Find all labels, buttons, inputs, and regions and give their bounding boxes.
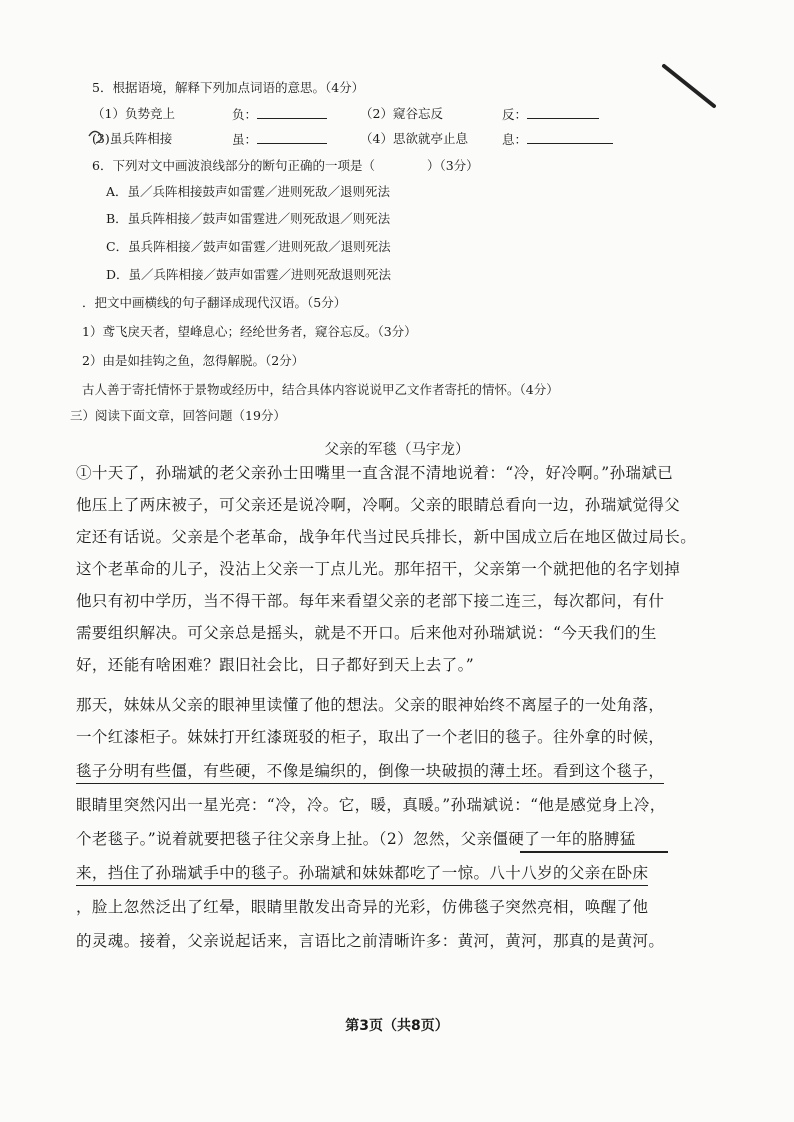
q5-item-1-num: （1）: [92, 106, 125, 121]
q5-item-1-phrase: 负势竞上: [124, 106, 175, 121]
question-7-stem: ．把文中画横线的句子翻译成现代汉语。（5分）: [82, 295, 347, 310]
article-line-4: 这个老革命的儿子，没沾上父亲一丁点儿光。那年招干，父亲第一个就把他的名字划掉: [76, 560, 681, 578]
article-line-10-underlined: 毯子分明有些僵，有些硬，不像是编织的，倒像一块破损的薄土坯。看到这个毯子，: [76, 760, 664, 784]
pen-stroke-mark: [660, 60, 720, 112]
q5-item-4-num: （4）: [360, 131, 393, 146]
question-8-stem: 古人善于寄托情怀于景物或经历中，结合具体内容说说甲乙文作者寄托的情怀。（4分）: [82, 382, 559, 397]
article-line-8: 那天，妹妹从父亲的眼神里读懂了他的想法。父亲的眼神始终不离屋子的一处角落，: [76, 696, 665, 714]
q5-item-4-key: 息：: [502, 132, 528, 147]
q5-item-2-num: （2）: [360, 106, 393, 121]
q5-item-2-blank[interactable]: [527, 106, 599, 119]
q5-item-1: [92, 106, 175, 122]
q5-item-2-phrase: 窥谷忘反: [392, 106, 443, 121]
section-header: 三）阅读下面文章，回答问题（19分）: [70, 408, 286, 423]
q6-option-d: D．虽／兵阵相接／鼓声如雷霆／进则死敌退则死法: [106, 267, 392, 282]
article-line-5: 他只有初中学历，当不得干部。每年来看望父亲的老部下接二连三，每次都问，有什: [76, 592, 665, 610]
question-5-stem: 5．根据语境，解释下列加点词语的意思。（4分）: [92, 80, 365, 95]
q5-item-2-answer: [502, 106, 599, 123]
q6-option-c: C．虽兵阵相接／鼓声如雷霆／进则死敌／退则死法: [106, 239, 391, 254]
q7-sub-1: 1）鸢飞戾天者，望峰息心；经纶世务者，窥谷忘反。（3分）: [82, 324, 417, 339]
q6-option-a: A．虽／兵阵相接鼓声如雷霆／进则死敌／退则死法: [106, 184, 391, 199]
article-line-3: 定还有话说。父亲是个老革命，战争年代当过民兵排长，新中国成立后在地区做过局长。: [76, 528, 697, 546]
q5-item-3-blank[interactable]: [257, 131, 327, 144]
line-12-partial-underline: [520, 851, 668, 853]
article-line-13-underlined: 来，挡住了孙瑞斌手中的毯子。孙瑞斌和妹妹都吃了一惊。八十八岁的父亲在卧床: [76, 862, 648, 886]
question-6-stem-text: 6．下列对文中画波浪线部分的断句正确的一项是（: [92, 158, 375, 173]
q5-item-3-key: 虽：: [232, 132, 258, 147]
article-line-9: 一个红漆柜子。妹妹打开红漆斑驳的柜子，取出了一个老旧的毯子。往外拿的时候，: [76, 728, 665, 746]
article-title: 父亲的军毯（马宇龙）: [324, 442, 470, 458]
article-line-14: ，脸上忽然泛出了红晕，眼睛里散发出奇异的光彩，仿佛毯子突然亮相，唤醒了他: [76, 898, 649, 916]
q5-item-1-blank[interactable]: [257, 106, 327, 119]
q5-item-3-phrase: 虽兵阵相接: [109, 131, 173, 146]
q5-item-4: [360, 131, 468, 147]
q7-sub-2: 2）由是如挂钩之鱼，忽得解脱。（2分）: [82, 353, 305, 368]
question-6-stem: [92, 158, 479, 174]
q5-item-3-num: (3): [92, 131, 110, 146]
q5-item-1-answer: [232, 106, 327, 123]
question-6-stem-tail: ）（3分）: [426, 158, 479, 173]
q5-item-3-answer: [232, 131, 327, 148]
article-line-7: 好，还能有啥困难？跟旧社会比，日子都好到天上去了。”: [76, 656, 475, 674]
q5-item-2-key: 反：: [502, 107, 528, 122]
q5-item-4-phrase: 思欲就亭止息: [392, 131, 468, 146]
article-line-11: 眼睛里突然闪出一星光亮：“冷，冷。它，暖，真暖。”孙瑞斌说：“他是感觉身上冷，: [76, 796, 666, 814]
q5-item-2: [360, 106, 443, 122]
q5-item-1-key: 负：: [232, 107, 258, 122]
article-line-15: 的灵魂。接着，父亲说起话来，言语比之前清晰许多：黄河，黄河，那真的是黄河。: [76, 932, 665, 950]
article-line-6: 需要组织解决。可父亲总是摇头，就是不开口。后来他对孙瑞斌说：“今天我们的生: [76, 624, 657, 642]
handwritten-scribble-mark: [86, 126, 106, 146]
article-line-12: 个老毯子。”说着就要把毯子往父亲身上扯。（2）忽然，父亲僵硬了一年的胳膊猛: [76, 830, 636, 848]
page-footer: 第3页（共8页）: [345, 1018, 449, 1034]
q5-item-4-answer: [502, 131, 613, 148]
q5-item-4-blank[interactable]: [527, 131, 613, 144]
article-line-2: 他压上了两床被子，可父亲还是说冷啊，冷啊。父亲的眼睛总看向一边，孙瑞斌觉得父: [76, 496, 681, 514]
article-line-1: ①十天了，孙瑞斌的老父亲孙士田嘴里一直含混不清地说着：“冷，好冷啊。”孙瑞斌已: [76, 464, 674, 482]
q6-option-b: B．虽兵阵相接／鼓声如雷霆进／则死敌退／则死法: [106, 211, 391, 226]
